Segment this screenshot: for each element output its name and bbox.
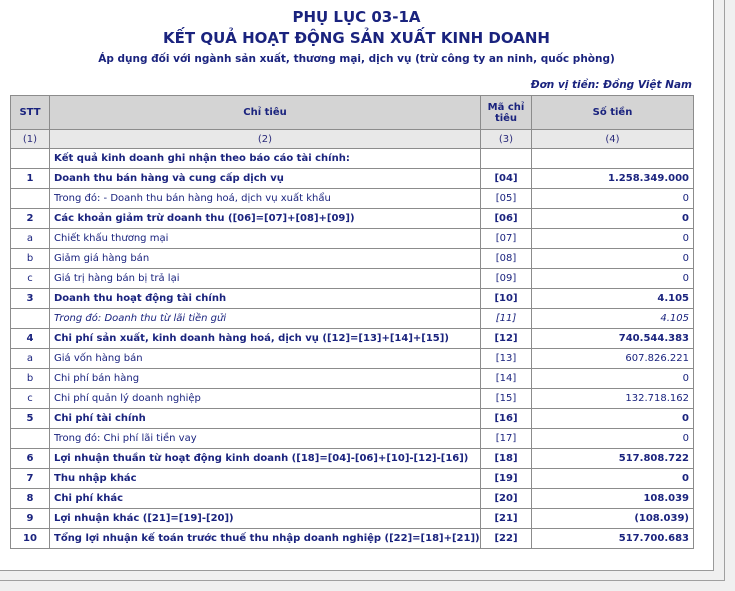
col-index-1: (1) — [11, 130, 50, 149]
table-row — [11, 369, 694, 389]
appendix-title: PHỤ LỤC 03-1A — [292, 8, 421, 26]
report-subtitle: Áp dụng đối với ngành sản xuất, thương mại, dịch vụ (trừ công ty an ninh, quốc phòng) — [98, 53, 615, 65]
report-title: KẾT QUẢ HOẠT ĐỘNG SẢN XUẤT KINH DOANH — [163, 29, 550, 47]
row-amount: 517.808.722 — [532, 449, 694, 469]
row-stt: 7 — [11, 469, 50, 489]
row-code: [08] — [481, 249, 532, 269]
row-label: Trong đó: Chi phí lãi tiền vay — [50, 429, 481, 449]
row-code: [19] — [481, 469, 532, 489]
row-stt: c — [11, 269, 50, 289]
row-label: Thu nhập khác — [50, 469, 481, 489]
table-row — [11, 389, 694, 409]
row-code: [17] — [481, 429, 532, 449]
row-code: [09] — [481, 269, 532, 289]
row-label: Chi phí sản xuất, kinh doanh hàng hoá, dịch vụ ([12]=[13]+[14]+[15]) — [50, 329, 481, 349]
row-code: [11] — [481, 309, 532, 329]
table-row — [11, 249, 694, 269]
row-amount: 0 — [532, 269, 694, 289]
row-label: Giá vốn hàng bán — [50, 349, 481, 369]
row-amount: 0 — [532, 469, 694, 489]
row-amount: 132.718.162 — [532, 389, 694, 409]
row-stt: b — [11, 249, 50, 269]
row-stt: 10 — [11, 529, 50, 549]
row-stt: c — [11, 389, 50, 409]
row-label: Chi phí khác — [50, 489, 481, 509]
row-code: [12] — [481, 329, 532, 349]
row-stt: 2 — [11, 209, 50, 229]
row-code: [20] — [481, 489, 532, 509]
row-amount: 0 — [532, 209, 694, 229]
row-stt: b — [11, 369, 50, 389]
row-label: Các khoản giảm trừ doanh thu ([06]=[07]+[08]+[09]) — [50, 209, 481, 229]
row-amount: 0 — [532, 189, 694, 209]
row-stt — [11, 189, 50, 209]
row-code: [22] — [481, 529, 532, 549]
row-label: Lợi nhuận khác ([21]=[19]-[20]) — [50, 509, 481, 529]
row-stt: a — [11, 349, 50, 369]
row-amount: (108.039) — [532, 509, 694, 529]
row-label: Chi phí bán hàng — [50, 369, 481, 389]
col-header-stt: STT — [11, 96, 50, 130]
row-stt: 9 — [11, 509, 50, 529]
row-amount: 4.105 — [532, 289, 694, 309]
col-header-ma-label: Mã chỉ tiêu — [487, 101, 525, 124]
row-label: Trong đó: - Doanh thu bán hàng hoá, dịch vụ xuất khẩu — [50, 189, 481, 209]
row-stt: 4 — [11, 329, 50, 349]
row-code: [16] — [481, 409, 532, 429]
col-header-chitieu: Chỉ tiêu — [50, 96, 481, 130]
row-amount: 108.039 — [532, 489, 694, 509]
row-stt: 3 — [11, 289, 50, 309]
row-code: [14] — [481, 369, 532, 389]
col-header-ma — [481, 96, 532, 130]
section-stt — [11, 149, 50, 169]
row-label: Doanh thu hoạt động tài chính — [50, 289, 481, 309]
table-row — [11, 309, 694, 329]
row-amount: 740.544.383 — [532, 329, 694, 349]
row-stt: 8 — [11, 489, 50, 509]
table-row — [11, 429, 694, 449]
row-code: [04] — [481, 169, 532, 189]
table-row — [11, 289, 694, 309]
row-stt — [11, 429, 50, 449]
row-code: [21] — [481, 509, 532, 529]
row-label: Trong đó: Doanh thu từ lãi tiền gửi — [50, 309, 481, 329]
row-label: Giá trị hàng bán bị trả lại — [50, 269, 481, 289]
section-row — [11, 149, 694, 169]
table-row — [11, 469, 694, 489]
table-row — [11, 169, 694, 189]
row-code: [15] — [481, 389, 532, 409]
row-code: [05] — [481, 189, 532, 209]
row-label: Giảm giá hàng bán — [50, 249, 481, 269]
section-title: Kết quả kinh doanh ghi nhận theo báo cáo tài chính: — [50, 149, 481, 169]
row-stt: 6 — [11, 449, 50, 469]
table-row — [11, 209, 694, 229]
row-label: Chi phí quản lý doanh nghiệp — [50, 389, 481, 409]
table-header-row — [11, 96, 694, 130]
row-stt: 5 — [11, 409, 50, 429]
column-index-row — [11, 130, 694, 149]
row-amount: 0 — [532, 249, 694, 269]
row-stt — [11, 309, 50, 329]
table-row — [11, 349, 694, 369]
table-row — [11, 189, 694, 209]
row-amount: 0 — [532, 409, 694, 429]
row-amount: 1.258.349.000 — [532, 169, 694, 189]
row-amount: 0 — [532, 229, 694, 249]
row-code: [13] — [481, 349, 532, 369]
table-row — [11, 269, 694, 289]
row-code: [06] — [481, 209, 532, 229]
row-stt: a — [11, 229, 50, 249]
row-amount: 0 — [532, 369, 694, 389]
col-index-4: (4) — [532, 130, 694, 149]
row-amount: 517.700.683 — [532, 529, 694, 549]
table-row — [11, 329, 694, 349]
table-row — [11, 529, 694, 549]
table-row — [11, 489, 694, 509]
row-code: [18] — [481, 449, 532, 469]
section-code — [481, 149, 532, 169]
window-edge-bottom — [0, 580, 725, 581]
table-row — [11, 229, 694, 249]
row-label: Chi phí tài chính — [50, 409, 481, 429]
table-row — [11, 509, 694, 529]
income-table — [10, 95, 694, 549]
row-stt: 1 — [11, 169, 50, 189]
table-row — [11, 449, 694, 469]
row-label: Doanh thu bán hàng và cung cấp dịch vụ — [50, 169, 481, 189]
col-index-3: (3) — [481, 130, 532, 149]
row-amount: 607.826.221 — [532, 349, 694, 369]
window-edge-right — [724, 0, 725, 580]
currency-unit: Đơn vị tiền: Đồng Việt Nam — [530, 79, 692, 91]
section-amount — [532, 149, 694, 169]
row-code: [07] — [481, 229, 532, 249]
row-code: [10] — [481, 289, 532, 309]
row-label: Lợi nhuận thuần từ hoạt động kinh doanh ([18]=[04]-[06]+[10]-[12]-[16]) — [50, 449, 481, 469]
row-label: Chiết khấu thương mại — [50, 229, 481, 249]
row-amount: 4.105 — [532, 309, 694, 329]
table-row — [11, 409, 694, 429]
row-label: Tổng lợi nhuận kế toán trước thuế thu nhập doanh nghiệp ([22]=[18]+[21]) — [50, 529, 481, 549]
col-header-sotien: Số tiền — [532, 96, 694, 130]
col-index-2: (2) — [50, 130, 481, 149]
row-amount: 0 — [532, 429, 694, 449]
